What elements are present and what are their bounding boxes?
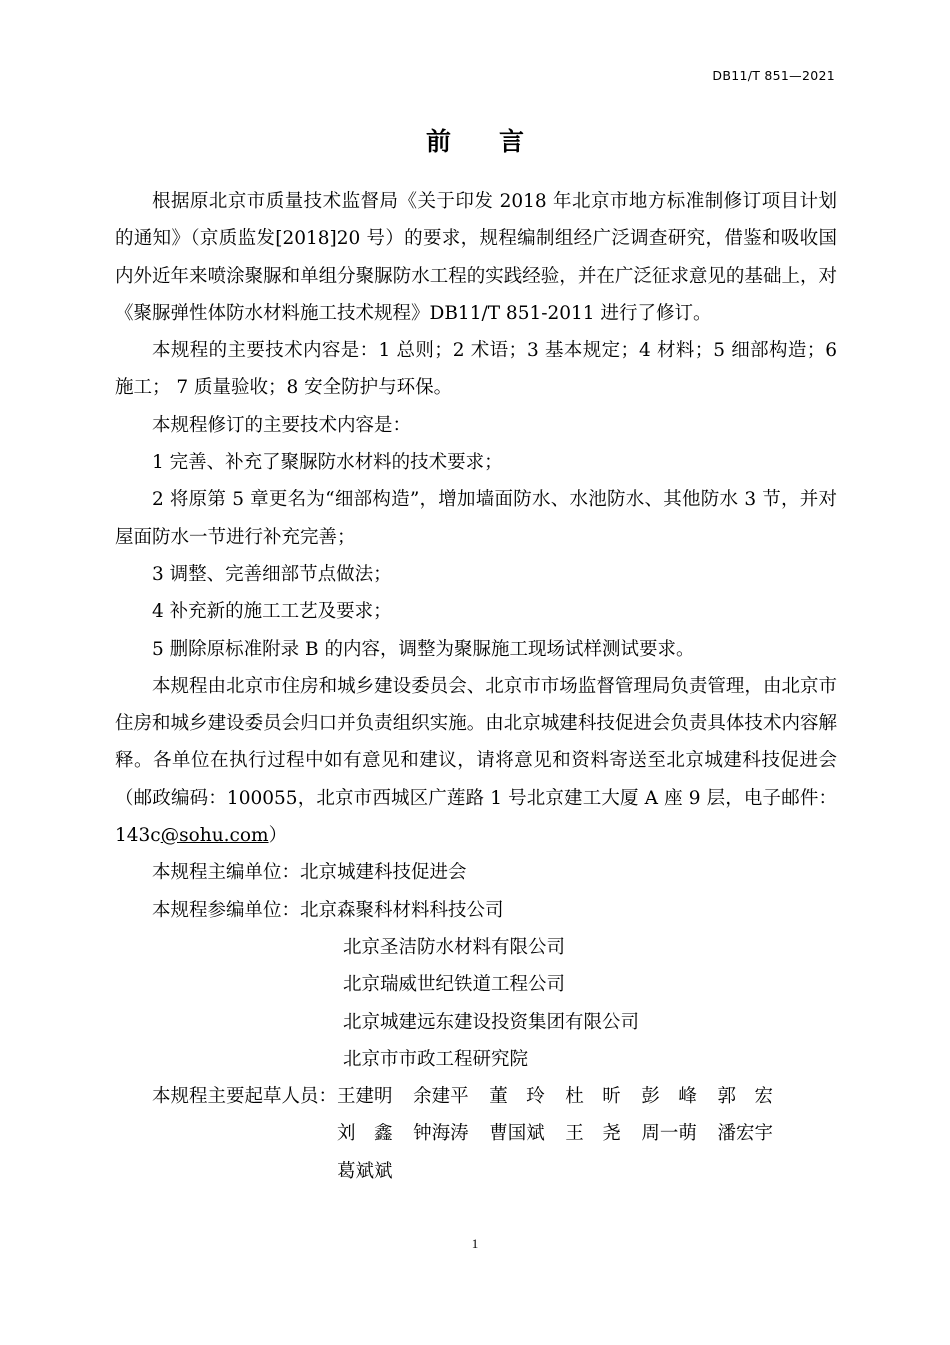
drafter-name: 钟海涛 xyxy=(413,1123,469,1145)
drafters-label: 本规程主要起草人员： xyxy=(152,1086,338,1108)
management-text: 本规程由北京市住房和城乡建设委员会、北京市市场监督管理局负责管理，由北京市住房和城乡建设委员会归口并负责组织实施。由北京城建科技促进会负责具体技术内容解释。各单位在执行过程中如有意见和建议，请将意见和资料寄送至北京城建科技促进会（邮政编码：100055，北京市西城区广莲路 1 号北京建工大厦 A 座 9 层，电子邮件：143c xyxy=(115,675,837,847)
drafter-name: 刘 鑫 xyxy=(337,1123,393,1145)
chief-unit-row xyxy=(115,854,837,891)
participating-unit: 北京市市政工程研究院 xyxy=(343,1048,529,1070)
drafter-name: 潘宏宇 xyxy=(717,1123,773,1145)
revision-item: 2 将原第 5 章更名为“细部构造”，增加墙面防水、水池防水、其他防水 3 节，并对屋面防水一节进行补充完善； xyxy=(115,489,837,548)
paragraph-management xyxy=(115,668,837,854)
drafters-names xyxy=(337,1078,794,1190)
drafter-name: 董 玲 xyxy=(489,1086,545,1108)
drafter-name: 郭 宏 xyxy=(717,1086,773,1108)
participating-unit: 北京城建远东建设投资集团有限公司 xyxy=(343,1011,640,1033)
chief-unit-label: 本规程主编单位： xyxy=(152,862,301,884)
management-text-end: ） xyxy=(268,825,288,847)
participating-unit: 北京圣洁防水材料有限公司 xyxy=(343,936,566,958)
revision-item: 1 完善、补充了聚脲防水材料的技术要求； xyxy=(152,452,503,474)
drafters-row xyxy=(115,1078,837,1190)
participating-unit: 北京瑞威世纪铁道工程公司 xyxy=(343,974,566,996)
drafter-name: 彭 峰 xyxy=(641,1086,697,1108)
drafter-name: 曹国斌 xyxy=(489,1123,545,1145)
revision-item: 5 删除原标准附录 B 的内容，调整为聚脲施工现场试样测试要求。 xyxy=(152,638,695,660)
paragraph-background: 根据原北京市质量技术监督局《关于印发 2018 年北京市地方标准制修订项目计划的通知》（京质监发[2018]20 号）的要求，规程编制组经广泛调查研究，借鉴和吸收国内外近年来喷涂聚脲和单组分聚脲防水工程的实践经验，并在广泛征求意见的基础上，对《聚脲弹性体防水材料施工技术规程》DB11/T 851-2011 进行了修订。 xyxy=(115,191,837,324)
drafter-name: 王建明 xyxy=(337,1086,393,1108)
paragraph-main-contents: 本规程的主要技术内容是：1 总则；2 术语；3 基本规定；4 材料；5 细部构造；6 施工； 7 质量验收；8 安全防护与环保。 xyxy=(115,340,837,399)
drafter-name: 杜 昕 xyxy=(565,1086,621,1108)
participating-units-list-continued xyxy=(115,929,837,1078)
page-title: 前言 xyxy=(425,127,572,156)
revision-item: 3 调整、完善细部节点做法； xyxy=(152,563,392,585)
revision-item: 4 补充新的施工工艺及要求； xyxy=(152,601,392,623)
drafter-name: 周一萌 xyxy=(641,1123,697,1145)
page-number: 1 xyxy=(471,1236,479,1251)
participating-units-row xyxy=(115,892,837,929)
participating-units-label: 本规程参编单位： xyxy=(152,899,301,921)
standard-number: DB11/T 851—2021 xyxy=(712,68,835,83)
drafter-name: 葛斌斌 xyxy=(337,1160,393,1182)
chief-unit-value: 北京城建科技促进会 xyxy=(300,862,467,884)
drafter-name: 余建平 xyxy=(413,1086,469,1108)
participating-unit: 北京森聚科材料科技公司 xyxy=(300,899,504,921)
paragraph-revision-intro: 本规程修订的主要技术内容是： xyxy=(152,414,412,436)
email-link[interactable]: @sohu.com xyxy=(160,825,269,847)
drafter-name: 王 尧 xyxy=(565,1123,621,1145)
document-body xyxy=(115,183,837,1190)
participating-units-list xyxy=(300,892,504,929)
